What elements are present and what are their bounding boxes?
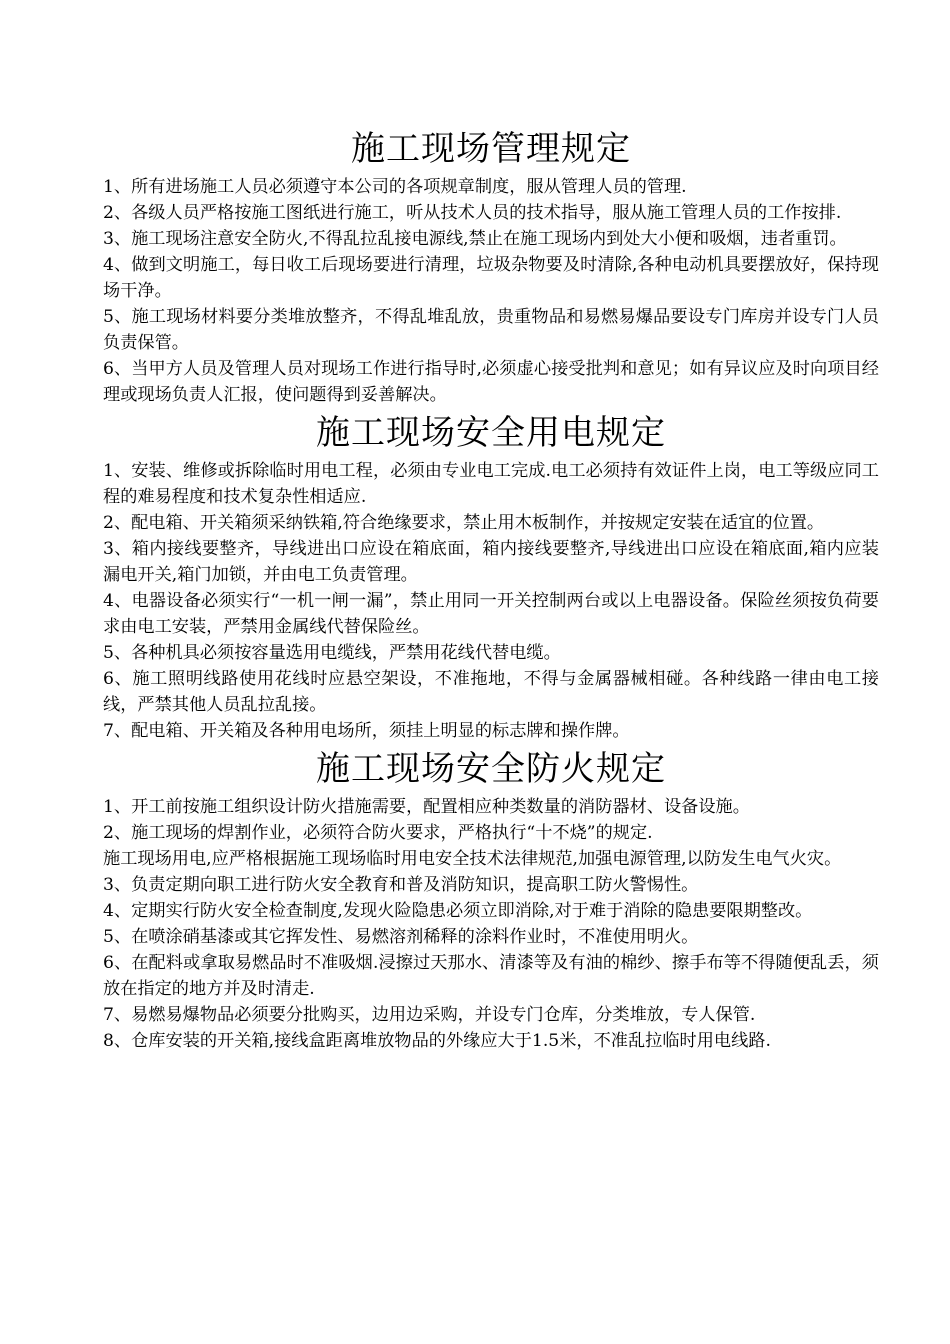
rule-item: 4、电器设备必须实行“一机一闸一漏”，禁止用同一开关控制两台或以上电器设备。保险丝须按负荷要求由电工安装，严禁用金属线代替保险丝。 [103,591,879,637]
rule-item: 4、做到文明施工，每日收工后现场要进行清理，垃圾杂物要及时清除,各种电动机具要摆放好，保持现场干净。 [103,255,879,301]
rule-item: 1、所有进场施工人员必须遵守本公司的各项规章制度，服从管理人员的管理. [103,177,687,197]
section-title: 施工现场安全防火规定 [316,749,666,789]
section-fire-safety [103,744,879,1054]
rule-item: 1、开工前按施工组织设计防火措施需要，配置相应种类数量的消防器材、设备设施。 [103,797,750,817]
rule-item: 2、各级人员严格按施工图纸进行施工，听从技术人员的技术指导，服从施工管理人员的工作按排. [103,203,842,223]
rule-item: 施工现场用电,应严格根据施工现场临时用电安全技术法律规范,加强电源管理,以防发生电气火灾。 [103,849,842,869]
rule-item: 3、负责定期向职工进行防火安全教育和普及消防知识，提高职工防火警惕性。 [103,875,699,895]
rule-item: 2、配电箱、开关箱须采纳铁箱,符合绝缘要求，禁止用木板制作，并按规定安装在适宜的位置。 [103,513,825,533]
rule-item: 5、各种机具必须按容量选用电缆线，严禁用花线代替电缆。 [103,643,561,663]
section-title: 施工现场安全用电规定 [316,413,666,453]
section-electrical-safety [103,408,879,744]
rule-item: 6、在配料或拿取易燃品时不准吸烟.浸擦过天那水、清漆等及有油的棉纱、擦手布等不得随便乱丢，须放在指定的地方并及时清走. [103,953,879,999]
rule-item: 5、在喷涂硝基漆或其它挥发性、易燃溶剂稀释的涂料作业时，不准使用明火。 [103,927,699,947]
rule-item: 1、安装、维修或拆除临时用电工程，必须由专业电工完成.电工必须持有效证件上岗，电工等级应同工程的难易程度和技术复杂性相适应. [103,461,879,507]
rule-item: 5、施工现场材料要分类堆放整齐，不得乱堆乱放，贵重物品和易燃易爆品要设专门库房并设专门人员负责保管。 [103,307,879,353]
section-title: 施工现场管理规定 [351,129,631,169]
rule-item: 2、施工现场的焊割作业，必须符合防火要求，严格执行“十不烧”的规定. [103,823,653,843]
rule-item: 3、箱内接线要整齐，导线进出口应设在箱底面，箱内接线要整齐,导线进出口应设在箱底面,箱内应装漏电开关,箱门加锁，并由电工负责管理。 [103,539,879,585]
rule-item: 4、定期实行防火安全检查制度,发现火险隐患必须立即消除,对于难于消除的隐患要限期整改。 [103,901,813,921]
rule-item: 6、施工照明线路使用花线时应悬空架设，不准拖地，不得与金属器械相碰。各种线路一律由电工接线，严禁其他人员乱拉乱接。 [103,669,879,715]
rule-item: 3、施工现场注意安全防火,不得乱拉乱接电源线,禁止在施工现场内到处大小便和吸烟，违者重罚。 [103,229,847,249]
rule-item: 7、配电箱、开关箱及各种用电场所，须挂上明显的标志牌和操作牌。 [103,721,630,741]
rule-item: 8、仓库安装的开关箱,接线盒距离堆放物品的外缘应大于1.5米，不准乱拉临时用电线路. [103,1031,771,1051]
rule-item: 6、当甲方人员及管理人员对现场工作进行指导时,必须虚心接受批判和意见；如有异议应及时向项目经理或现场负责人汇报，使问题得到妥善解决。 [103,359,879,405]
section-site-management [103,124,879,408]
document-page [103,124,879,1054]
rule-item: 7、易燃易爆物品必须要分批购买，边用边采购，并设专门仓库，分类堆放，专人保管. [103,1005,756,1025]
